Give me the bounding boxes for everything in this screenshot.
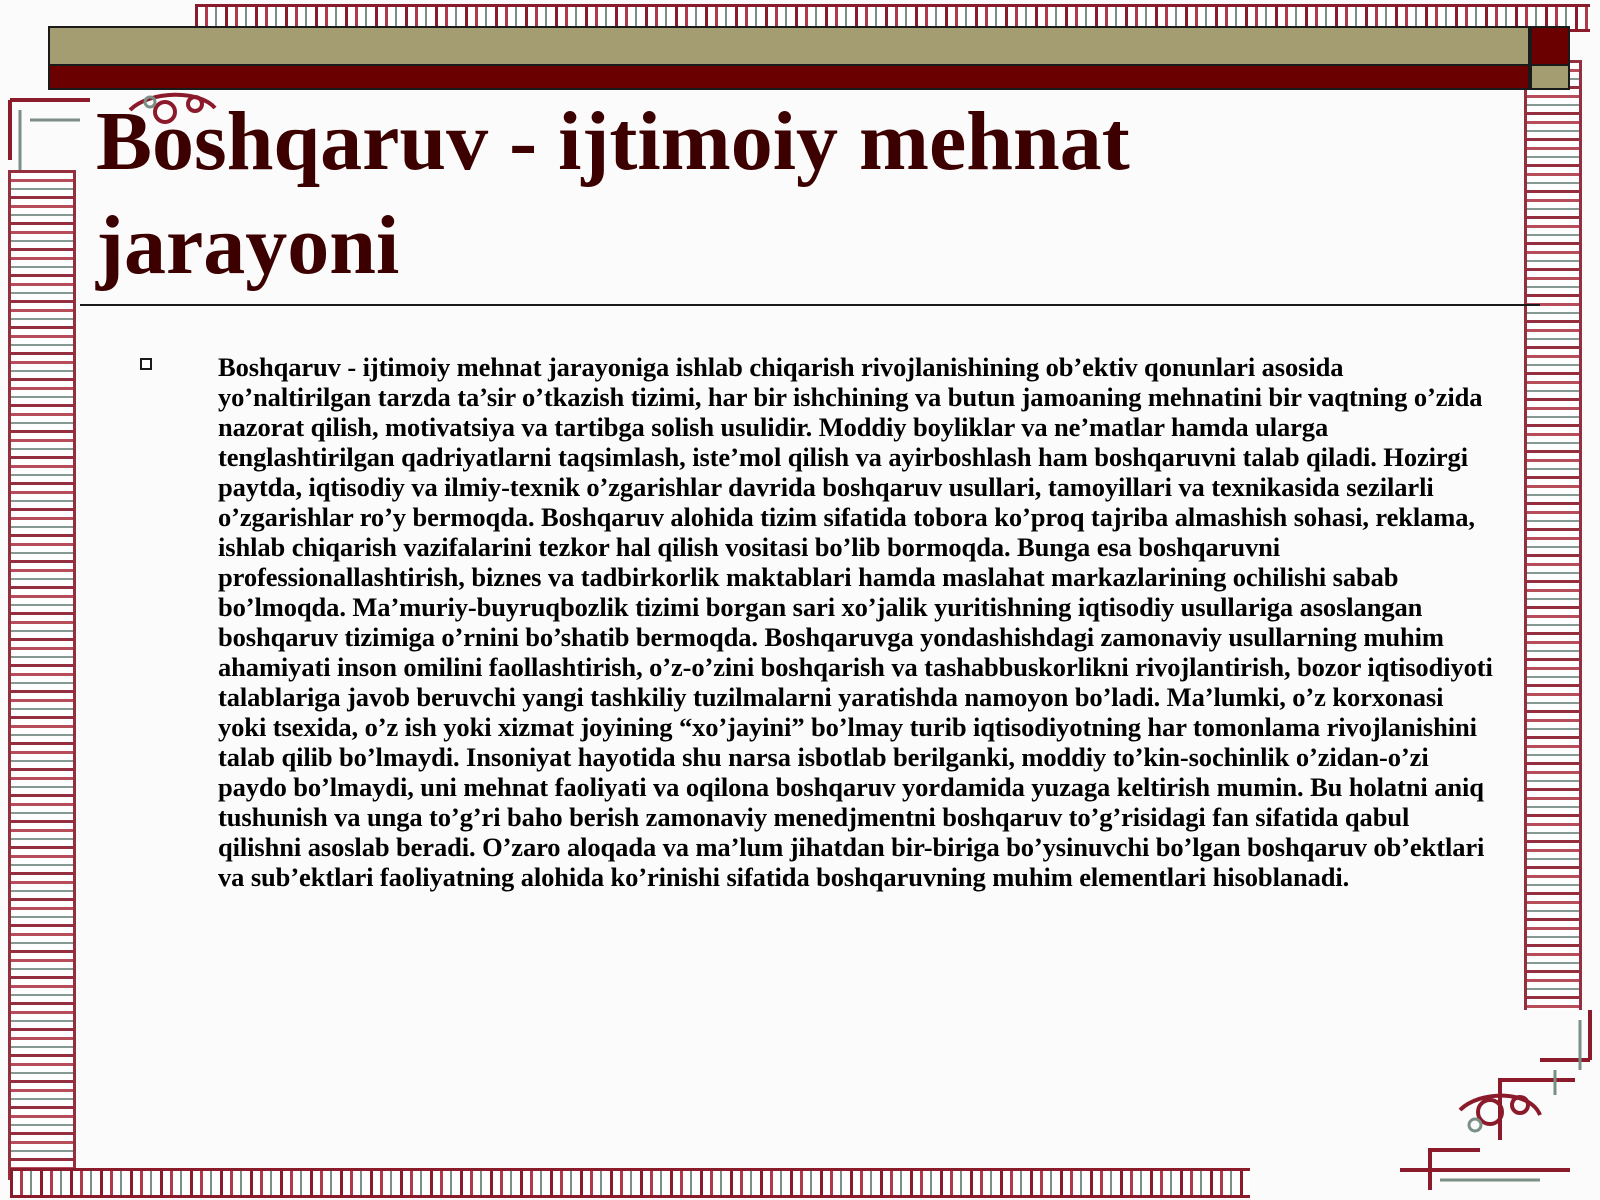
header-bar-maroon [48, 66, 1530, 90]
header-corner-square-olive [1530, 66, 1570, 90]
list-item [138, 352, 1498, 892]
title-divider [80, 304, 1540, 306]
bullet-text: Boshqaruv - ijtimoiy mehnat jarayoniga ishlab chiqarish rivojlanishining ob’ektiv qonunlari asosida yo’naltirilgan tarzda ta’sir o’tkazish tizimi, har bir ishchining va butun jamoaning mehnatini bir vaqtning o’zida nazorat qilish, motivatsiya va tartibga solish usulidir. Moddiy boyliklar va ne’matlar hamda ularga tenglashtirilgan qadriyatlarni taqsimlash, iste’mol qilish va ayirboshlash ham boshqaruvni talab qiladi. Hozirgi paytda, iqtisodiy va ilmiy-texnik o’zgarishlar davrida boshqaruv usullari, tamoyillari va texnikasida sezilarli o’zgarishlar ro’y bermoqda. Boshqaruv alohida tizim sifatida tobora ko’proq tajriba almashish sohasi, reklama, ishlab chiqarish vazifalarini tezkor hal qilish vositasi bo’lib bormoqda. Bunga esa boshqaruvni professionallashtirish, biznes va tadbirkorlik maktablari hamda maslahat markazlarining ochilishi sabab bo’lmoqda. Ma’muriy-buyruqbozlik tizimi borgan sari xo’jalik yuritishning iqtisodiy usullariga asoslangan boshqaruv tizimiga o’rnini bo’shatib bermoqda. Boshqaruvga yondashishdagi zamonaviy usullarning muhim ahamiyati inson omilini faollashtirish, o’z-o’zini boshqarish va tashabbuskorlikni rivojlantirish, bozor iqtisodiyoti talablariga javob beruvchi yangi tashkiliy tuzilmalarni yaratishda namoyon bo’ladi. Ma’lumki, o’z korxonasi yoki tsexida, o’z ish yoki xizmat joyining “xo’jayini” bo’lmay turib iqtisodiyotning har tomonlama rivojlanishini talab qilib bo’lmaydi. Insoniyat hayotida shu narsa isbotlab berilganki, moddiy to’kin-sochinlik o’zidan-o’zi paydo bo’lmaydi, uni mehnat faoliyati va oqilona boshqaruv yordamida yuzaga keltirish mumin. Bu holatni aniq tushunish va unga to’g’ri baho berish zamonaviy menedjmentni boshqaruv to’g’risidagi fan sifatida qabul qilishni asoslab beradi. O’zaro aloqada va ma’lum jihatdan bir-biriga bo’ysinuvchi bo’lgan boshqaruv ob’ektlari va sub’ektlari faoliyatning alohida ko’rinishi sifatida boshqaruvning muhim elementlari hisoblanadi. [218, 352, 1493, 892]
slide-title: Boshqaruv - ijtimoiy mehnat jarayoni [96, 95, 1130, 292]
floral-ornament-icon [1340, 1000, 1600, 1200]
ornamental-border-right [1524, 60, 1582, 1010]
header-corner-square-maroon [1530, 26, 1570, 66]
bullet-list [138, 352, 1498, 892]
hollow-square-bullet-icon [140, 358, 152, 370]
header-bar-olive [48, 26, 1530, 66]
ornamental-border-bottom [10, 1168, 1250, 1198]
ornamental-border-left [8, 170, 76, 1180]
